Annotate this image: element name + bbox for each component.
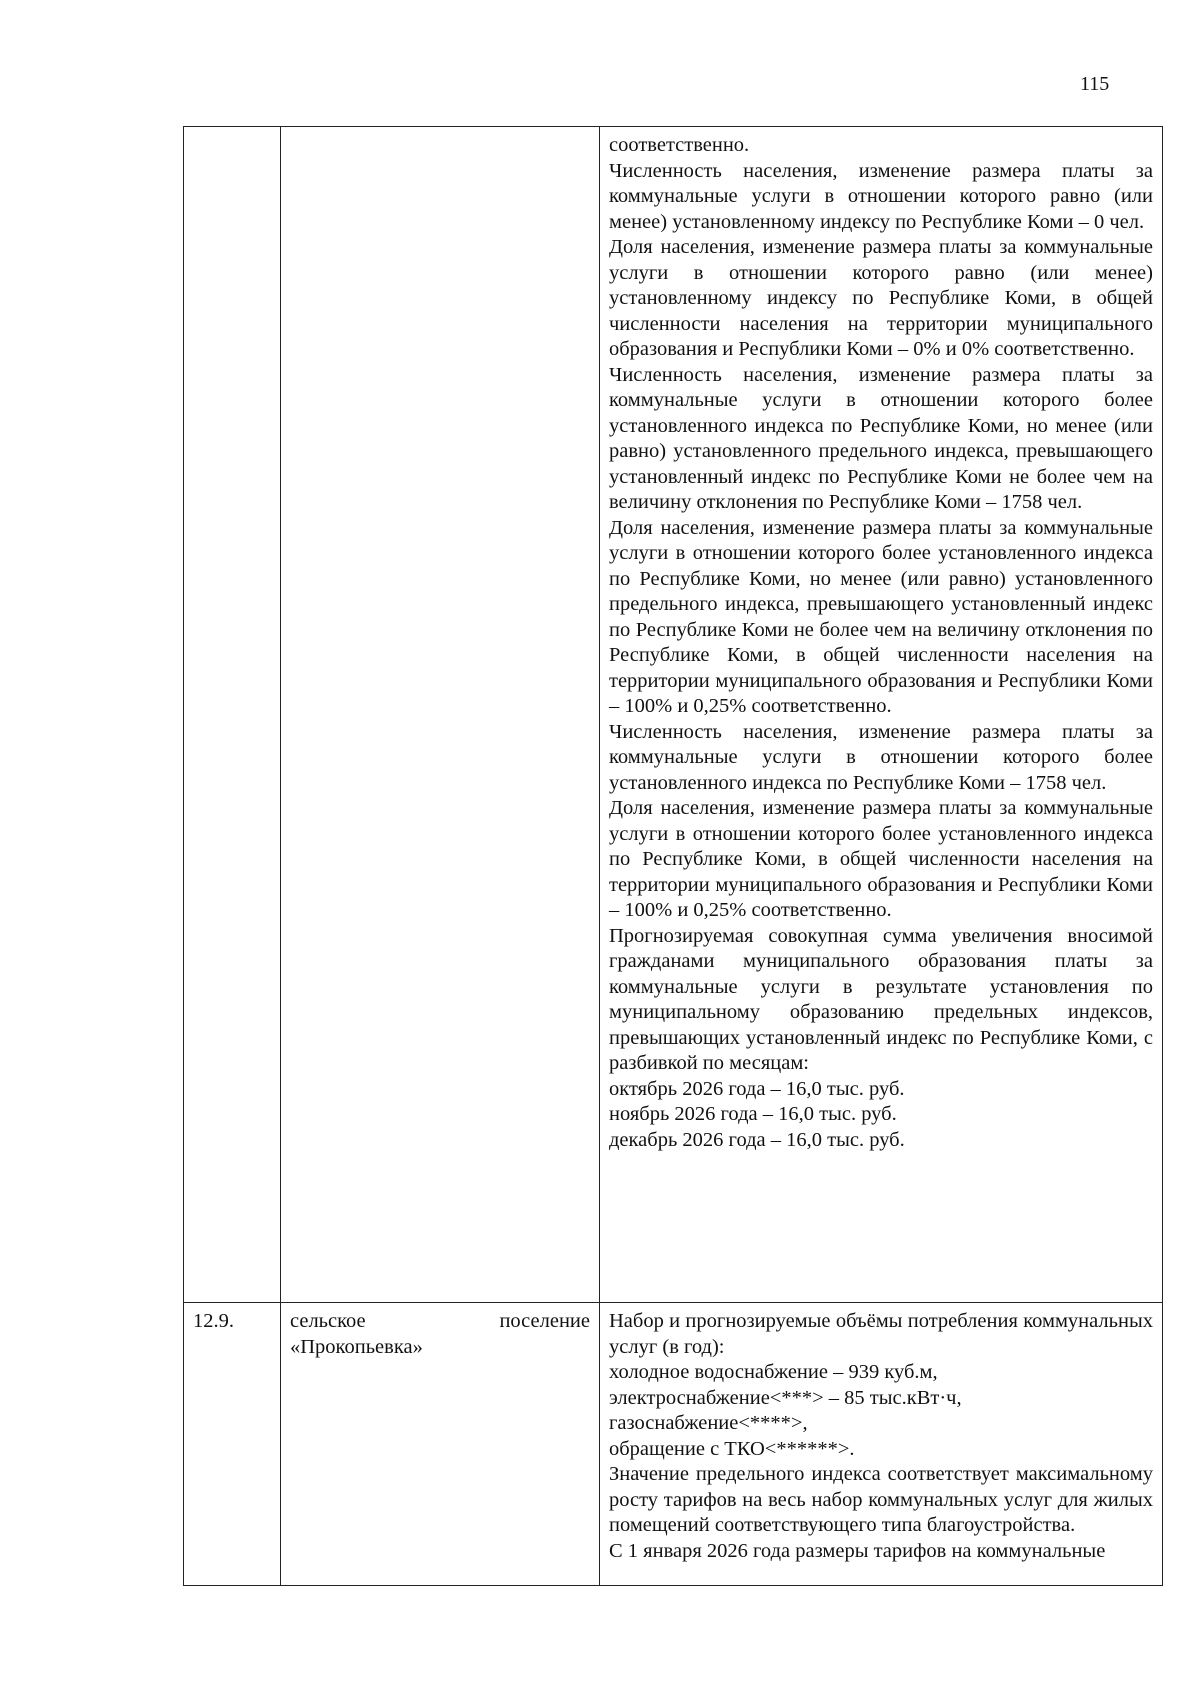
document-table bbox=[183, 126, 1163, 1586]
paragraph: С 1 января 2026 года размеры тарифов на коммунальные bbox=[609, 1539, 1106, 1562]
month-line: октябрь 2026 года – 16,0 тыс. руб. bbox=[609, 1077, 905, 1100]
row-number-cell: 12.9. bbox=[184, 1303, 281, 1586]
service-line: обращение с ТКО<******>. bbox=[609, 1437, 855, 1460]
table-row bbox=[184, 1303, 1163, 1586]
paragraph: Численность населения, изменение размера платы за коммунальные услуги в отношении которого более установленного индекса по Республике Коми, но менее (или равно) установленного предельного индекса, превышающего установленный индекс по Республике Коми не более чем на величину отклонения по Республике Коми – 1758 чел. bbox=[609, 363, 1153, 513]
row-number-cell bbox=[184, 127, 281, 1303]
paragraph: Доля населения, изменение размера платы за коммунальные услуги в отношении которого более установленного индекса по Республике Коми, в общей численности населения на территории муниципального образования и Республики Коми – 100% и 0,25% соответственно. bbox=[609, 797, 1153, 921]
service-line: газоснабжение<****>, bbox=[609, 1412, 808, 1434]
month-line: декабрь 2026 года – 16,0 тыс. руб. bbox=[609, 1128, 905, 1151]
settlement-cell bbox=[281, 1303, 600, 1586]
service-line: электроснабжение<***> – 85 тыс.кВт·ч, bbox=[609, 1386, 962, 1409]
settlement-cell bbox=[281, 127, 600, 1303]
description-cell bbox=[600, 1303, 1163, 1586]
paragraph: Значение предельного индекса соответствует максимальному росту тарифов на весь набор коммунальных услуг для жилых помещений соответствующего типа благоустройства. bbox=[609, 1463, 1153, 1536]
page-number: 115 bbox=[1080, 73, 1110, 95]
paragraph: Набор и прогнозируемые объёмы потребления коммунальных услуг (в год): bbox=[609, 1310, 1153, 1358]
settlement-type: сельское поселение bbox=[290, 1310, 590, 1332]
paragraph: Доля населения, изменение размера платы за коммунальные услуги в отношении которого равно (или менее) установленному индексу по Республике Коми, в общей численности населения на территории муниципального образования и Республики Коми – 0% и 0% соответственно. bbox=[609, 236, 1153, 360]
table-row bbox=[184, 127, 1163, 1303]
service-line: холодное водоснабжение – 939 куб.м, bbox=[609, 1361, 938, 1383]
description-cell bbox=[600, 127, 1163, 1303]
paragraph: Численность населения, изменение размера платы за коммунальные услуги в отношении которого равно (или менее) установленному индексу по Республике Коми – 0 чел. bbox=[609, 159, 1153, 233]
paragraph: соответственно. bbox=[609, 134, 750, 156]
paragraph: Доля населения, изменение размера платы за коммунальные услуги в отношении которого более установленного индекса по Республике Коми, но менее (или равно) установленного предельного индекса, превышающего установленный индекс по Республике Коми не более чем на величину отклонения по Республике Коми, в общей численности населения на территории муниципального образования и Республики Коми – 100% и 0,25% соответственно. bbox=[609, 516, 1153, 717]
paragraph: Численность населения, изменение размера платы за коммунальные услуги в отношении которого более установленного индекса по Республике Коми – 1758 чел. bbox=[609, 720, 1153, 794]
paragraph: Прогнозируемая совокупная сумма увеличения вносимой гражданами муниципального образования платы за коммунальные услуги в результате установления по муниципальному образованию предельных индексов, превышающих установленный индекс по Республике Коми, с разбивкой по месяцам: bbox=[609, 924, 1153, 1074]
settlement-name: «Прокопьевка» bbox=[290, 1335, 423, 1358]
month-line: ноябрь 2026 года – 16,0 тыс. руб. bbox=[609, 1103, 897, 1125]
